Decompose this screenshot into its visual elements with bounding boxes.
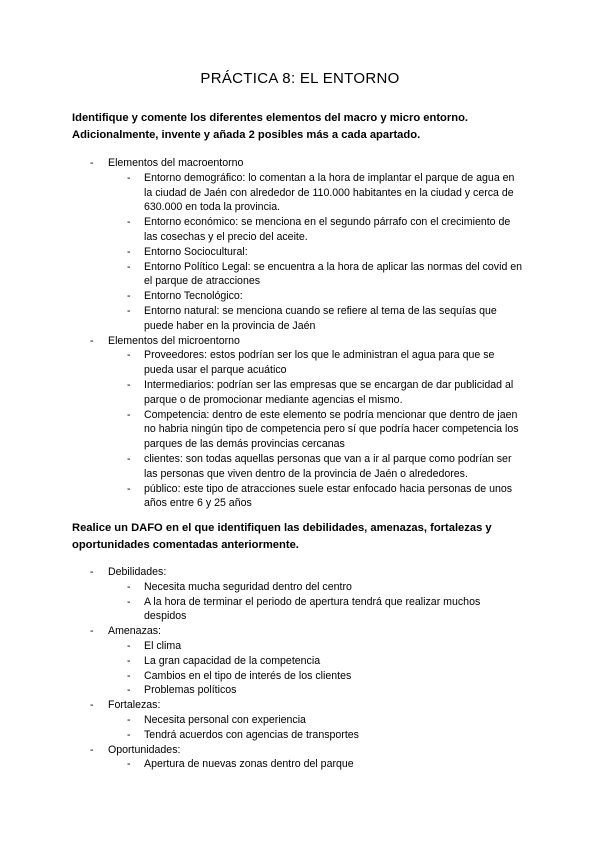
list-item: - Entorno demográfico: lo comentan a la hora de implantar el parque de agua en la ciudad de Jaén con alrededor de 110.000 habitantes en la ciudad y cerca de 630.000 en toda la provincia. <box>0 171 524 215</box>
list-item: - Intermediarios: podrían ser las empresas que se encargan de dar publicidad al parque o de promocionar mediante agencias el mismo. <box>0 378 524 408</box>
list-item: - Debilidades: <box>0 565 600 580</box>
list-item: - Entorno económico: se menciona en el segundo párrafo con el crecimiento de las cosechas y el precio del aceite. <box>0 215 524 245</box>
list-item: - La gran capacidad de la competencia <box>0 654 524 669</box>
list-item: - Apertura de nuevas zonas dentro del parque <box>0 757 524 772</box>
section1-heading: Identifique y comente los diferentes elementos del macro y micro entorno. Adicionalmente, invente y añada 2 posibles más a cada apartado. <box>72 112 469 141</box>
list-item: - público: este tipo de atracciones suele estar enfocado hacia personas de unos años entre 6 y 25 años <box>0 482 524 512</box>
list-item: - Tendrá acuerdos con agencias de transportes <box>0 728 524 743</box>
list-item: - clientes: son todas aquellas personas que van a ir al parque como podrían ser las personas que viven dentro de la provincia de Jaén o alrededores. <box>0 452 524 482</box>
list-item: - Problemas políticos <box>0 683 524 698</box>
list-item: - Necesita mucha seguridad dentro del centro <box>0 580 524 595</box>
list-item: - Entorno Sociocultural: <box>0 245 524 260</box>
list-item: - A la hora de terminar el periodo de apertura tendrá que realizar muchos despidos <box>0 595 524 625</box>
page-title: PRÁCTICA 8: EL ENTORNO <box>200 70 400 87</box>
list-item: - Elementos del macroentorno <box>0 156 600 171</box>
list-item: - Amenazas: <box>0 624 600 639</box>
list-item: - Entorno Político Legal: se encuentra a la hora de aplicar las normas del covid en el parque de atracciones <box>0 260 524 290</box>
list-item: - El clima <box>0 639 524 654</box>
list-item: - Elementos del microentorno <box>0 334 600 349</box>
section1-list <box>0 156 600 511</box>
list-item: - Cambios en el tipo de interés de los clientes <box>0 669 524 684</box>
list-item: - Oportunidades: <box>0 743 600 758</box>
list-item: - Entorno Tecnológico: <box>0 289 524 304</box>
list-item: - Fortalezas: <box>0 698 600 713</box>
section2-list <box>0 565 600 772</box>
list-item: - Entorno natural: se menciona cuando se refiere al tema de las sequías que puede haber en la provincia de Jaén <box>0 304 524 334</box>
list-item: - Proveedores: estos podrían ser los que le administran el agua para que se pueda usar el parque acuático <box>0 348 524 378</box>
list-item: - Competencia: dentro de este elemento se podría mencionar que dentro de jaen no habria ningún tipo de competencia pero sí que podría hacer competencia los parques de las demás provincias cercanas <box>0 408 524 452</box>
list-item: - Necesita personal con experiencia <box>0 713 524 728</box>
section2-heading: Realice un DAFO en el que identifiquen las debilidades, amenazas, fortalezas y oportunidades comentadas anteriormente. <box>72 522 492 551</box>
